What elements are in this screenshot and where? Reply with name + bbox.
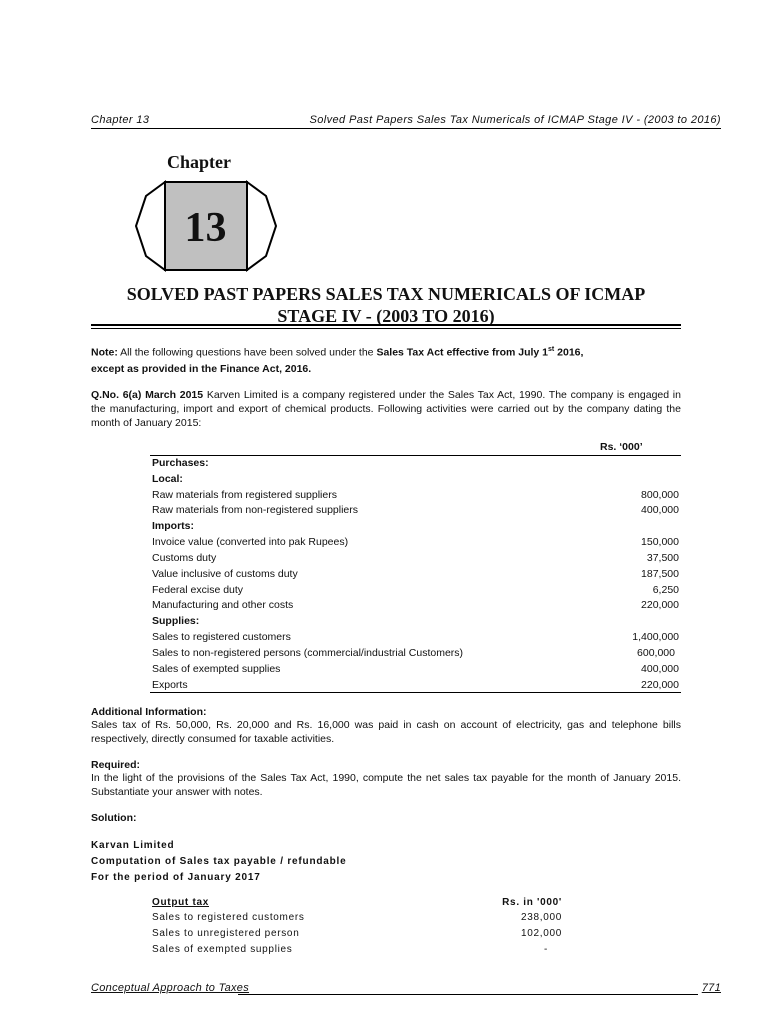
question-text: Karven Limited is a company registered under the Sales Tax Act, 1990. The company is engaged in the manufacturing, import and export of chemical products. Following activities were carried out by the company dating the month of January 2015: — [91, 389, 681, 429]
row-label: Sales of exempted supplies — [152, 944, 293, 955]
table-unit: Rs. ‘000’ — [600, 441, 643, 453]
table-row — [152, 552, 681, 567]
title-line-1: SOLVED PAST PAPERS SALES TAX NUMERICALS OF ICMAP — [126, 284, 646, 304]
row-value: 102,000 — [520, 928, 562, 939]
row-value: 800,000 — [641, 489, 679, 501]
row-value: 238,000 — [520, 912, 562, 923]
question-paragraph — [91, 388, 681, 430]
output-tax-heading: Output tax — [152, 897, 209, 908]
row-value: 187,500 — [641, 568, 679, 580]
table-row — [152, 631, 681, 646]
header-rule — [91, 128, 721, 129]
chapter-label: Chapter — [167, 152, 231, 172]
note-finance-act: except as provided in the Finance Act, 2016. — [91, 363, 312, 375]
table-row — [152, 520, 681, 535]
row-label: Sales to registered customers — [152, 912, 305, 923]
question-label: Q.No. 6(a) March 2015 — [91, 389, 204, 401]
row-label: Raw materials from registered suppliers — [152, 489, 337, 501]
row-value: 220,000 — [641, 679, 679, 691]
note-bold-2: 2016, — [554, 346, 584, 359]
row-label: Sales to registered customers — [152, 631, 291, 643]
title-line-2: STAGE IV - (2003 TO 2016) — [277, 306, 495, 326]
note-paragraph — [91, 343, 681, 360]
row-label: Value inclusive of customs duty — [152, 568, 298, 580]
table-row — [152, 647, 681, 662]
row-value: 37,500 — [646, 552, 679, 564]
solution-heading — [91, 811, 681, 825]
note-text: All the following questions have been solved under the — [117, 346, 377, 359]
table-row — [152, 568, 681, 583]
table-row — [152, 599, 681, 614]
table-row — [152, 536, 681, 551]
table-top-rule — [150, 455, 681, 456]
row-label: Exports — [152, 679, 188, 691]
row-label: Purchases: — [152, 457, 209, 469]
title-rule — [91, 324, 681, 326]
solution-computation: Computation of Sales tax payable / refundable — [91, 856, 347, 867]
row-label: Supplies: — [152, 615, 200, 627]
page-number: 771 — [701, 982, 721, 994]
row-label: Raw materials from non-registered suppliers — [152, 504, 358, 516]
header-title: Solved Past Papers Sales Tax Numericals of ICMAP Stage IV - (2003 to 2016) — [309, 114, 721, 126]
note-label: Note: — [91, 346, 118, 359]
row-label: Local: — [152, 473, 183, 485]
row-value: 400,000 — [641, 663, 679, 675]
solution-company: Karvan Limited — [91, 840, 175, 851]
page-title — [91, 283, 681, 327]
title-rule-thin — [91, 328, 681, 329]
note-sup: st — [548, 346, 555, 353]
row-label: Customs duty — [152, 552, 217, 564]
header-chapter: Chapter 13 — [91, 114, 150, 126]
row-label: Sales of exempted supplies — [152, 663, 281, 675]
required-heading — [91, 758, 681, 772]
table-row — [152, 489, 681, 504]
row-value: 150,000 — [641, 536, 679, 548]
row-label: Sales to non-registered persons (commercial/industrial Customers) — [152, 647, 464, 659]
row-value: 6,250 — [652, 584, 679, 596]
additional-heading — [91, 705, 681, 719]
row-value: - — [543, 944, 548, 955]
table-row — [152, 944, 562, 960]
note-bold: Sales Tax Act effective from July 1 — [376, 346, 549, 359]
required-heading-text: Required: — [91, 759, 141, 771]
required-text: In the light of the provisions of the Sales Tax Act, 1990, compute the net sales tax payable for the month of January 2015. Substantiate your answer with notes. — [91, 772, 681, 798]
table-row — [152, 615, 681, 630]
row-value: 600,000 — [637, 647, 675, 659]
table-row — [152, 663, 681, 678]
row-value: 400,000 — [641, 504, 679, 516]
row-label: Invoice value (converted into pak Rupees) — [152, 536, 349, 548]
row-value: 1,400,000 — [632, 631, 679, 643]
table-row — [152, 912, 562, 928]
row-label: Manufacturing and other costs — [152, 599, 294, 611]
table-row — [152, 504, 681, 519]
table-row — [152, 457, 681, 472]
footer-rule — [238, 994, 698, 995]
solution-period: For the period of January 2017 — [91, 872, 261, 883]
table-row — [152, 928, 562, 944]
table-row — [152, 584, 681, 599]
note-line-2 — [91, 362, 681, 376]
output-tax-header — [152, 897, 562, 913]
additional-heading-text: Additional Information: — [91, 706, 207, 718]
running-footer — [91, 982, 721, 998]
footer-book-title: Conceptual Approach to Taxes — [91, 982, 250, 994]
table-row — [152, 473, 681, 488]
chapter-number: 13 — [184, 205, 227, 251]
row-label: Sales to unregistered person — [152, 928, 300, 939]
row-label: Imports: — [152, 520, 194, 532]
row-value: 220,000 — [641, 599, 679, 611]
table-bottom-rule — [150, 692, 681, 693]
output-tax-unit: Rs. in '000' — [502, 897, 562, 908]
row-label: Federal excise duty — [152, 584, 244, 596]
additional-text: Sales tax of Rs. 50,000, Rs. 20,000 and Rs. 16,000 was paid in cash on account of electricity, gas and telephone bills respectively, directly consumed for taxable activities. — [91, 719, 681, 745]
solution-heading-text: Solution: — [91, 812, 137, 824]
